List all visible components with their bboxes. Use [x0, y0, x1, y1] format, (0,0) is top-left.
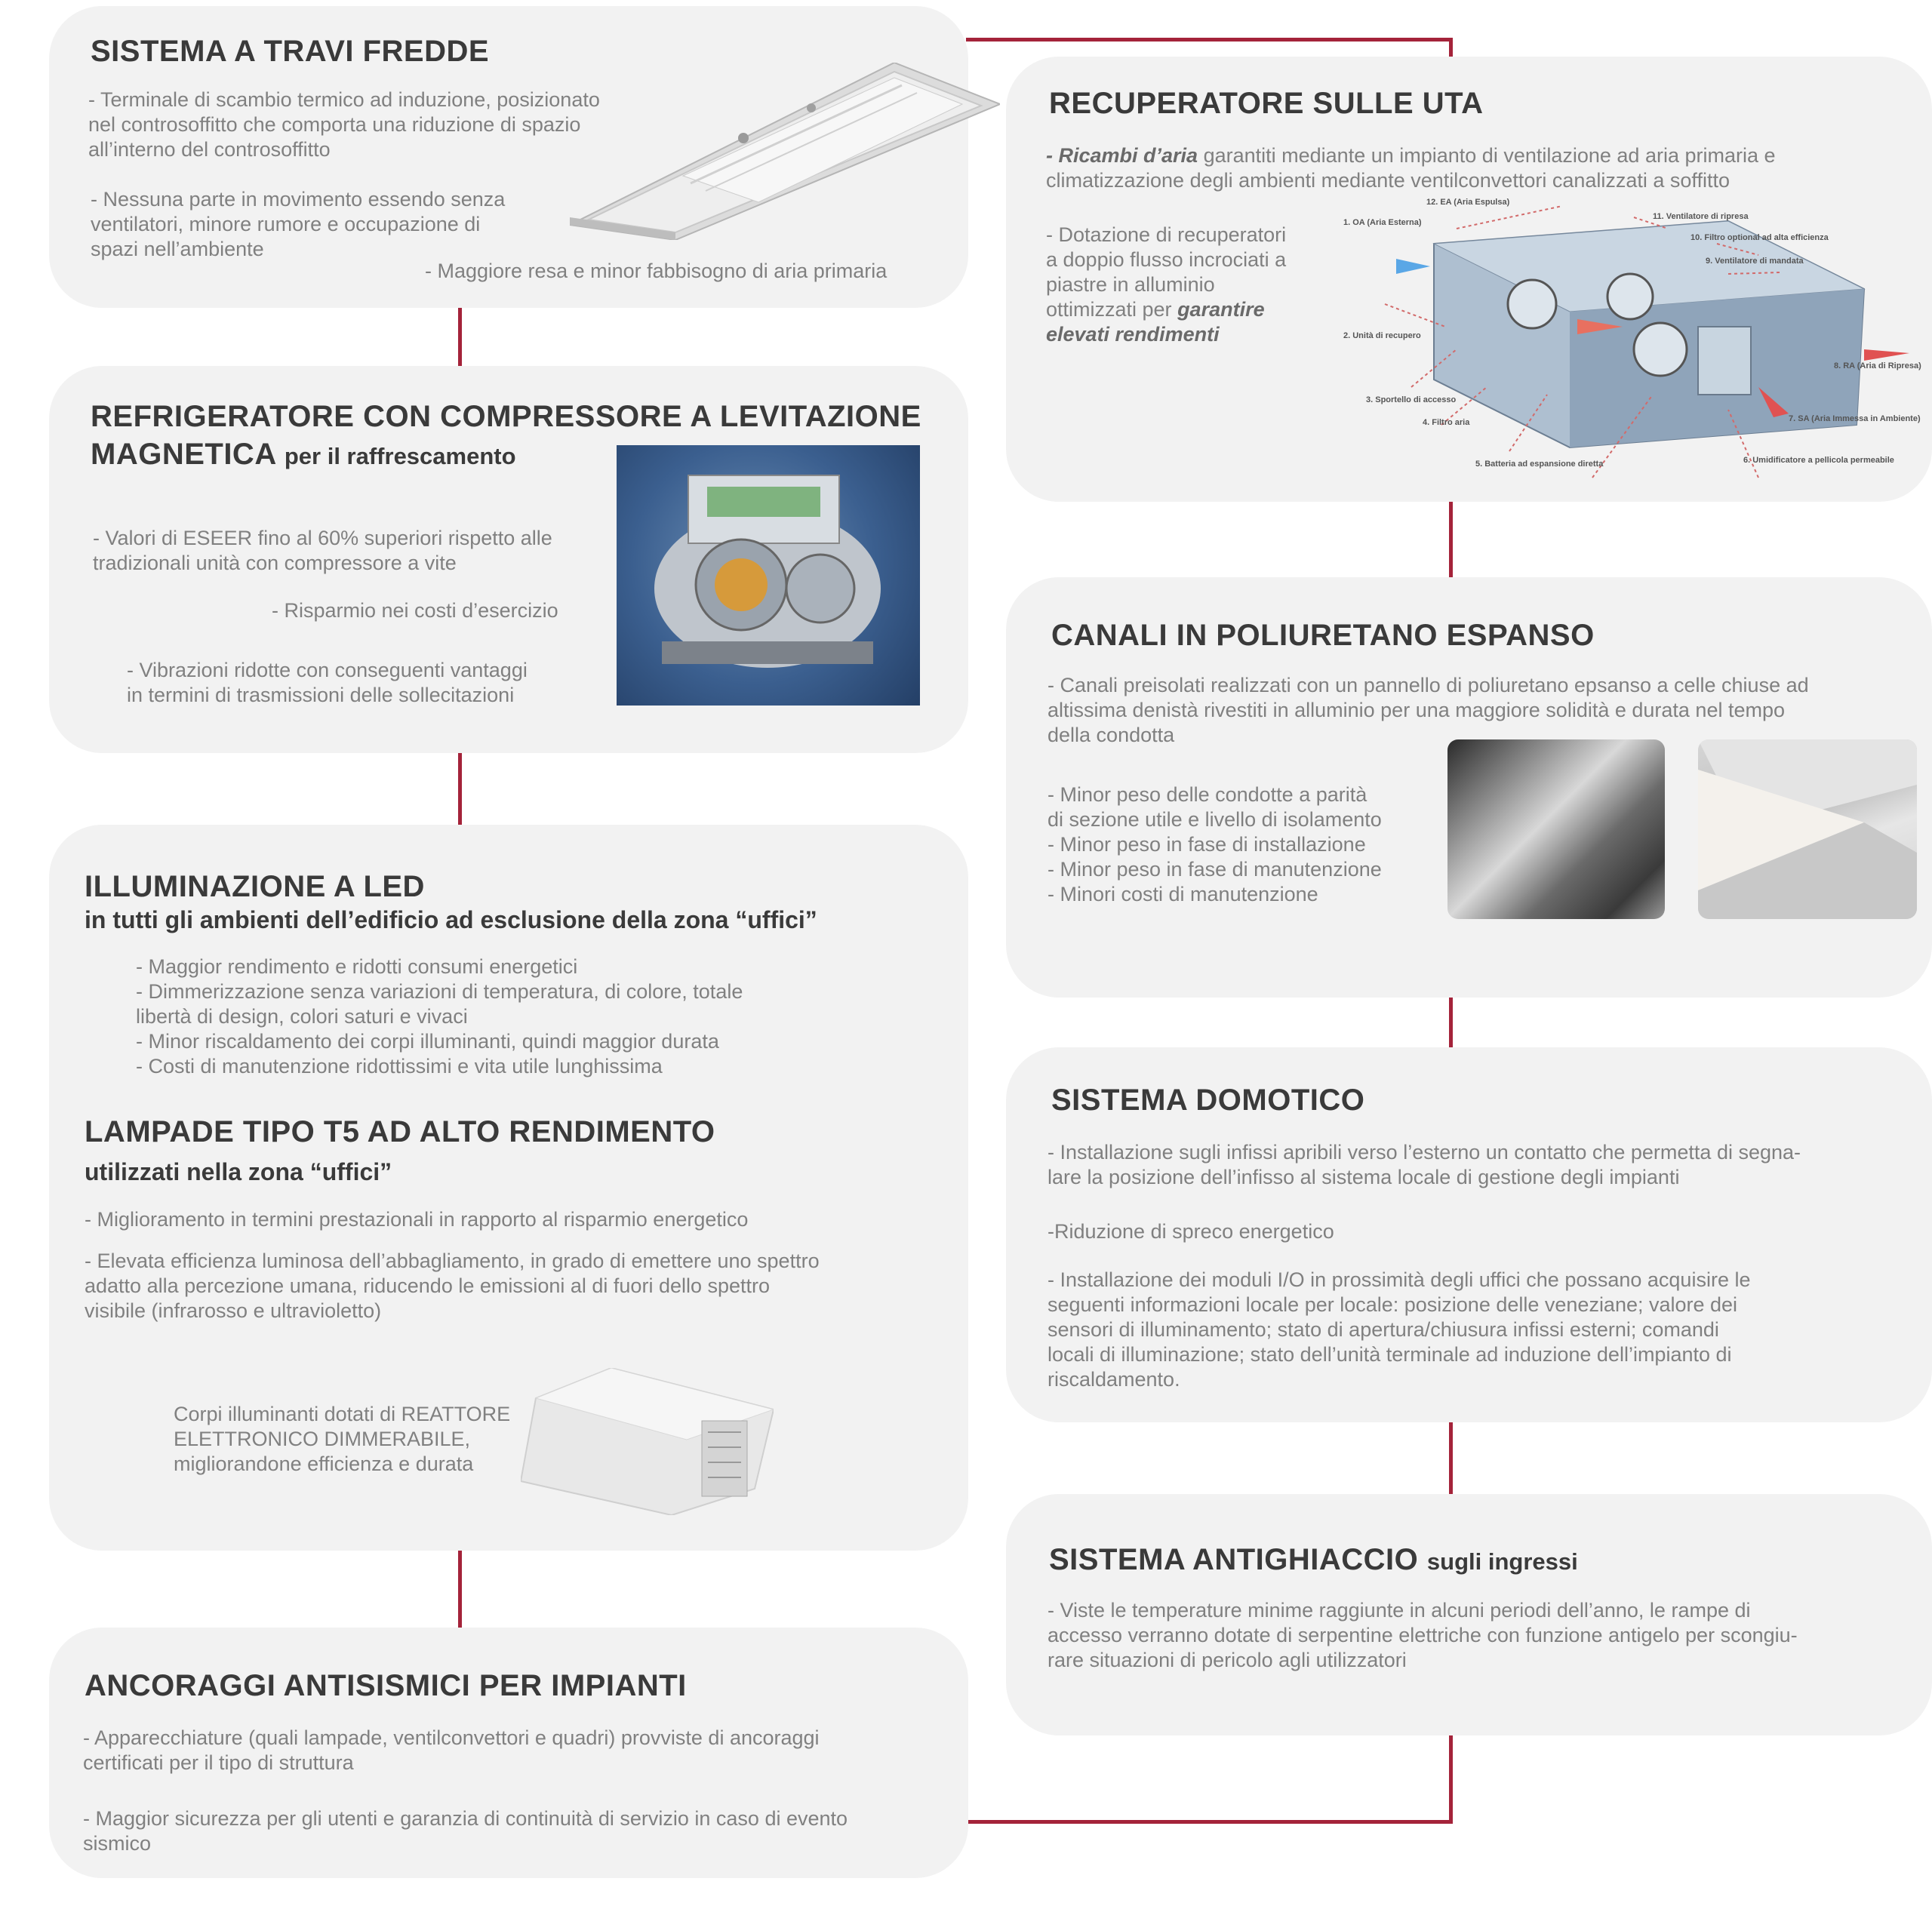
recuperatore-highlight: garantire elevati rendimenti — [1046, 298, 1265, 346]
ahu-label-9: 9. Ventilatore di mandata — [1706, 257, 1804, 266]
connector-right-1 — [1449, 502, 1453, 577]
ahu-label-3: 3. Sportello di accesso — [1366, 395, 1457, 404]
panel-drawing — [1698, 739, 1917, 919]
title-sub: sugli ingressi — [1426, 1548, 1578, 1575]
travi-paragraph-3: - Maggiore resa e minor fabbisogno di aria primaria — [425, 260, 888, 282]
domotico-paragraph-3: - Installazione dei moduli I/O in prossimità degli uffici che possano acquisire le seguenti informazioni locale per locale: posizione delle veneziane; valore dei sensori di illuminamento; stato di apertura/chiusura infissi esterni; comandi locali di illuminazione; stato dell’unità terminale ad induzione dell’impianto di riscaldamento. — [1048, 1268, 1751, 1391]
ahu-label-7: 7. SA (Aria Immessa in Ambiente) — [1789, 414, 1921, 423]
t5-paragraph-3: Corpi illuminanti dotati di REATTORE ELETTRONICO DIMMERABILE, migliorandone efficienza e durata — [174, 1403, 511, 1475]
t5-paragraph-2: - Elevata efficienza luminosa dell’abbagliamento, in grado di emettere uno spettro adatto alla percezione umana, riducendo le emissioni al di fuori dello spettro visibile (infrarosso e ultravioletto) — [85, 1250, 820, 1322]
connector-bottom-vertical — [1449, 1735, 1453, 1823]
ahu-label-5: 5. Batteria ad espansione diretta — [1475, 460, 1604, 469]
title-main: SISTEMA ANTIGHIACCIO — [1049, 1543, 1419, 1576]
cold-beam-image — [570, 63, 1000, 240]
card-ancoraggi — [49, 1628, 968, 1878]
travi-paragraph-2: - Nessuna parte in movimento essendo senza ventilatori, minore rumore e occupazione di spazi nell’ambiente — [91, 188, 506, 260]
connector-left-1 — [458, 308, 462, 366]
connector-bottom-horizontal — [966, 1820, 1453, 1824]
domotico-paragraph-1: - Installazione sugli infissi apribili verso l’esterno un contatto che permetta di segna- lare la posizione dell’infisso al sistema locale di gestione degli impianti — [1048, 1141, 1801, 1188]
refrigeratore-paragraph-1: - Valori di ESEER fino al 60% superiori rispetto alle tradizionali unità con compressore a vite — [93, 527, 552, 574]
led-list: - Maggior rendimento e ridotti consumi energetici - Dimmerizzazione senza variazioni di temperatura, di colore, totale libertà di design, colori saturi e vivaci - Minor riscaldamento dei corpi illuminanti, quindi maggior durata - Costi di manutenzione ridottissimi e vita utile lunghissima — [136, 955, 743, 1078]
recuperatore-text-line-2: climatizzazione degli ambienti mediante ventilconvettori canalizzati a soffitto — [1046, 169, 1730, 192]
ahu-label-2: 2. Unità di recupero — [1343, 331, 1421, 340]
card-title-line-2 — [91, 438, 516, 472]
antighiaccio-paragraph-1: - Viste le temperature minime raggiunte in alcuni periodi dell’anno, le rampe di accesso verranno dotate di serpentine elettriche con funzione antigelo per scongiu- rare situazioni di pericolo agli utilizzatori — [1048, 1599, 1798, 1671]
card-travi-fredde — [49, 6, 968, 308]
ancoraggi-paragraph-2: - Maggior sicurezza per gli utenti e garanzia di continuità di servizio in caso di evento sismico — [83, 1807, 848, 1855]
card-antighiaccio — [1006, 1494, 1932, 1735]
connector-top-horizontal — [966, 38, 1453, 42]
connector-top-vertical — [1449, 38, 1453, 57]
card-title: ANCORAGGI ANTISISMICI PER IMPIANTI — [85, 1669, 687, 1702]
compressor-drawing — [617, 445, 920, 706]
ahu-label-10: 10. Filtro optional ad alta efficienza — [1690, 233, 1829, 242]
ahu-label-1: 1. OA (Aria Esterna) — [1343, 218, 1422, 227]
electronic-ballast-image — [521, 1368, 774, 1515]
recuperatore-highlight: - Ricambi d’aria — [1046, 144, 1198, 167]
connector-right-2 — [1449, 998, 1453, 1047]
card-title — [1049, 1543, 1578, 1577]
ahu-label-4: 4. Filtro aria — [1423, 418, 1470, 427]
recuperatore-text: garantiti mediante un impianto di ventilazione ad aria primaria e — [1198, 144, 1776, 167]
ahu-label-6: 6. Umidificatore a pellicola permeabile — [1743, 456, 1894, 465]
canali-paragraph-2: - Minor peso delle condotte a parità di sezione utile e livello di isolamento - Minor peso in fase di installazione - Minor peso in fase di manutenzione - Minori costi di manutenzione — [1048, 783, 1382, 905]
card-title: REFRIGERATORE CON COMPRESSORE A LEVITAZIONE — [91, 400, 921, 433]
domotico-paragraph-2: -Riduzione di spreco energetico — [1048, 1220, 1334, 1243]
card-recuperatore — [1006, 57, 1932, 502]
card-title: SISTEMA A TRAVI FREDDE — [91, 35, 490, 68]
card-refrigeratore — [49, 366, 968, 753]
card-title: SISTEMA DOMOTICO — [1051, 1084, 1365, 1117]
canali-paragraph-1: - Canali preisolati realizzati con un pannello di poliuretano epsanso a celle chiuse ad altissima denistà rivestiti in alluminio per una maggiore solidità e durata nel tempo della condotta — [1048, 674, 1809, 746]
ancoraggi-paragraph-1: - Apparecchiature (quali lampade, ventilconvettori e quadri) provviste di ancoraggi certificati per il tipo di struttura — [83, 1726, 820, 1774]
ahu-label-8: 8. RA (Aria di Ripresa) — [1834, 361, 1921, 370]
led-subtitle: in tutti gli ambienti dell’edificio ad esclusione della zona “uffici” — [85, 906, 817, 933]
refrigeratore-paragraph-2: - Risparmio nei costi d’esercizio — [272, 599, 558, 622]
card-canali — [1006, 577, 1932, 998]
recuperatore-text: - Dotazione di recuperatori a doppio flusso incrociati a piastre in alluminio ottimizzati per — [1046, 223, 1287, 321]
compressor-image — [617, 445, 920, 706]
ahu-diagram — [1336, 198, 1928, 493]
ahu-label-12: 12. EA (Aria Espulsa) — [1426, 198, 1510, 207]
title-main: MAGNETICA — [91, 438, 276, 471]
t5-subtitle: utilizzati nella zona “uffici” — [85, 1158, 392, 1185]
recuperatore-paragraph-1 — [1046, 143, 1776, 193]
panel-photo — [1698, 739, 1917, 919]
title-sub: per il raffrescamento — [284, 443, 516, 469]
connector-left-3 — [458, 1551, 462, 1628]
travi-paragraph-1: - Terminale di scambio termico ad induzione, posizionato nel controsoffitto che comporta una riduzione di spazio all’interno del controsoffitto — [88, 88, 600, 161]
card-domotico — [1006, 1047, 1932, 1422]
connector-right-3 — [1449, 1422, 1453, 1494]
card-title: CANALI IN POLIURETANO ESPANSO — [1051, 619, 1595, 652]
card-title: ILLUMINAZIONE A LED — [85, 870, 425, 903]
duct-photo — [1447, 739, 1665, 919]
t5-paragraph-1: - Miglioramento in termini prestazionali in rapporto al risparmio energetico — [85, 1208, 749, 1231]
refrigeratore-paragraph-3: - Vibrazioni ridotte con conseguenti vantaggi in termini di trasmissioni delle sollecitazioni — [127, 659, 528, 706]
card-illuminazione — [49, 825, 968, 1551]
connector-left-2 — [458, 753, 462, 825]
t5-title: LAMPADE TIPO T5 AD ALTO RENDIMENTO — [85, 1115, 715, 1148]
ahu-label-11: 11. Ventilatore di ripresa — [1653, 212, 1749, 221]
card-title: RECUPERATORE SULLE UTA — [1049, 87, 1484, 120]
recuperatore-paragraph-2 — [1046, 223, 1286, 347]
